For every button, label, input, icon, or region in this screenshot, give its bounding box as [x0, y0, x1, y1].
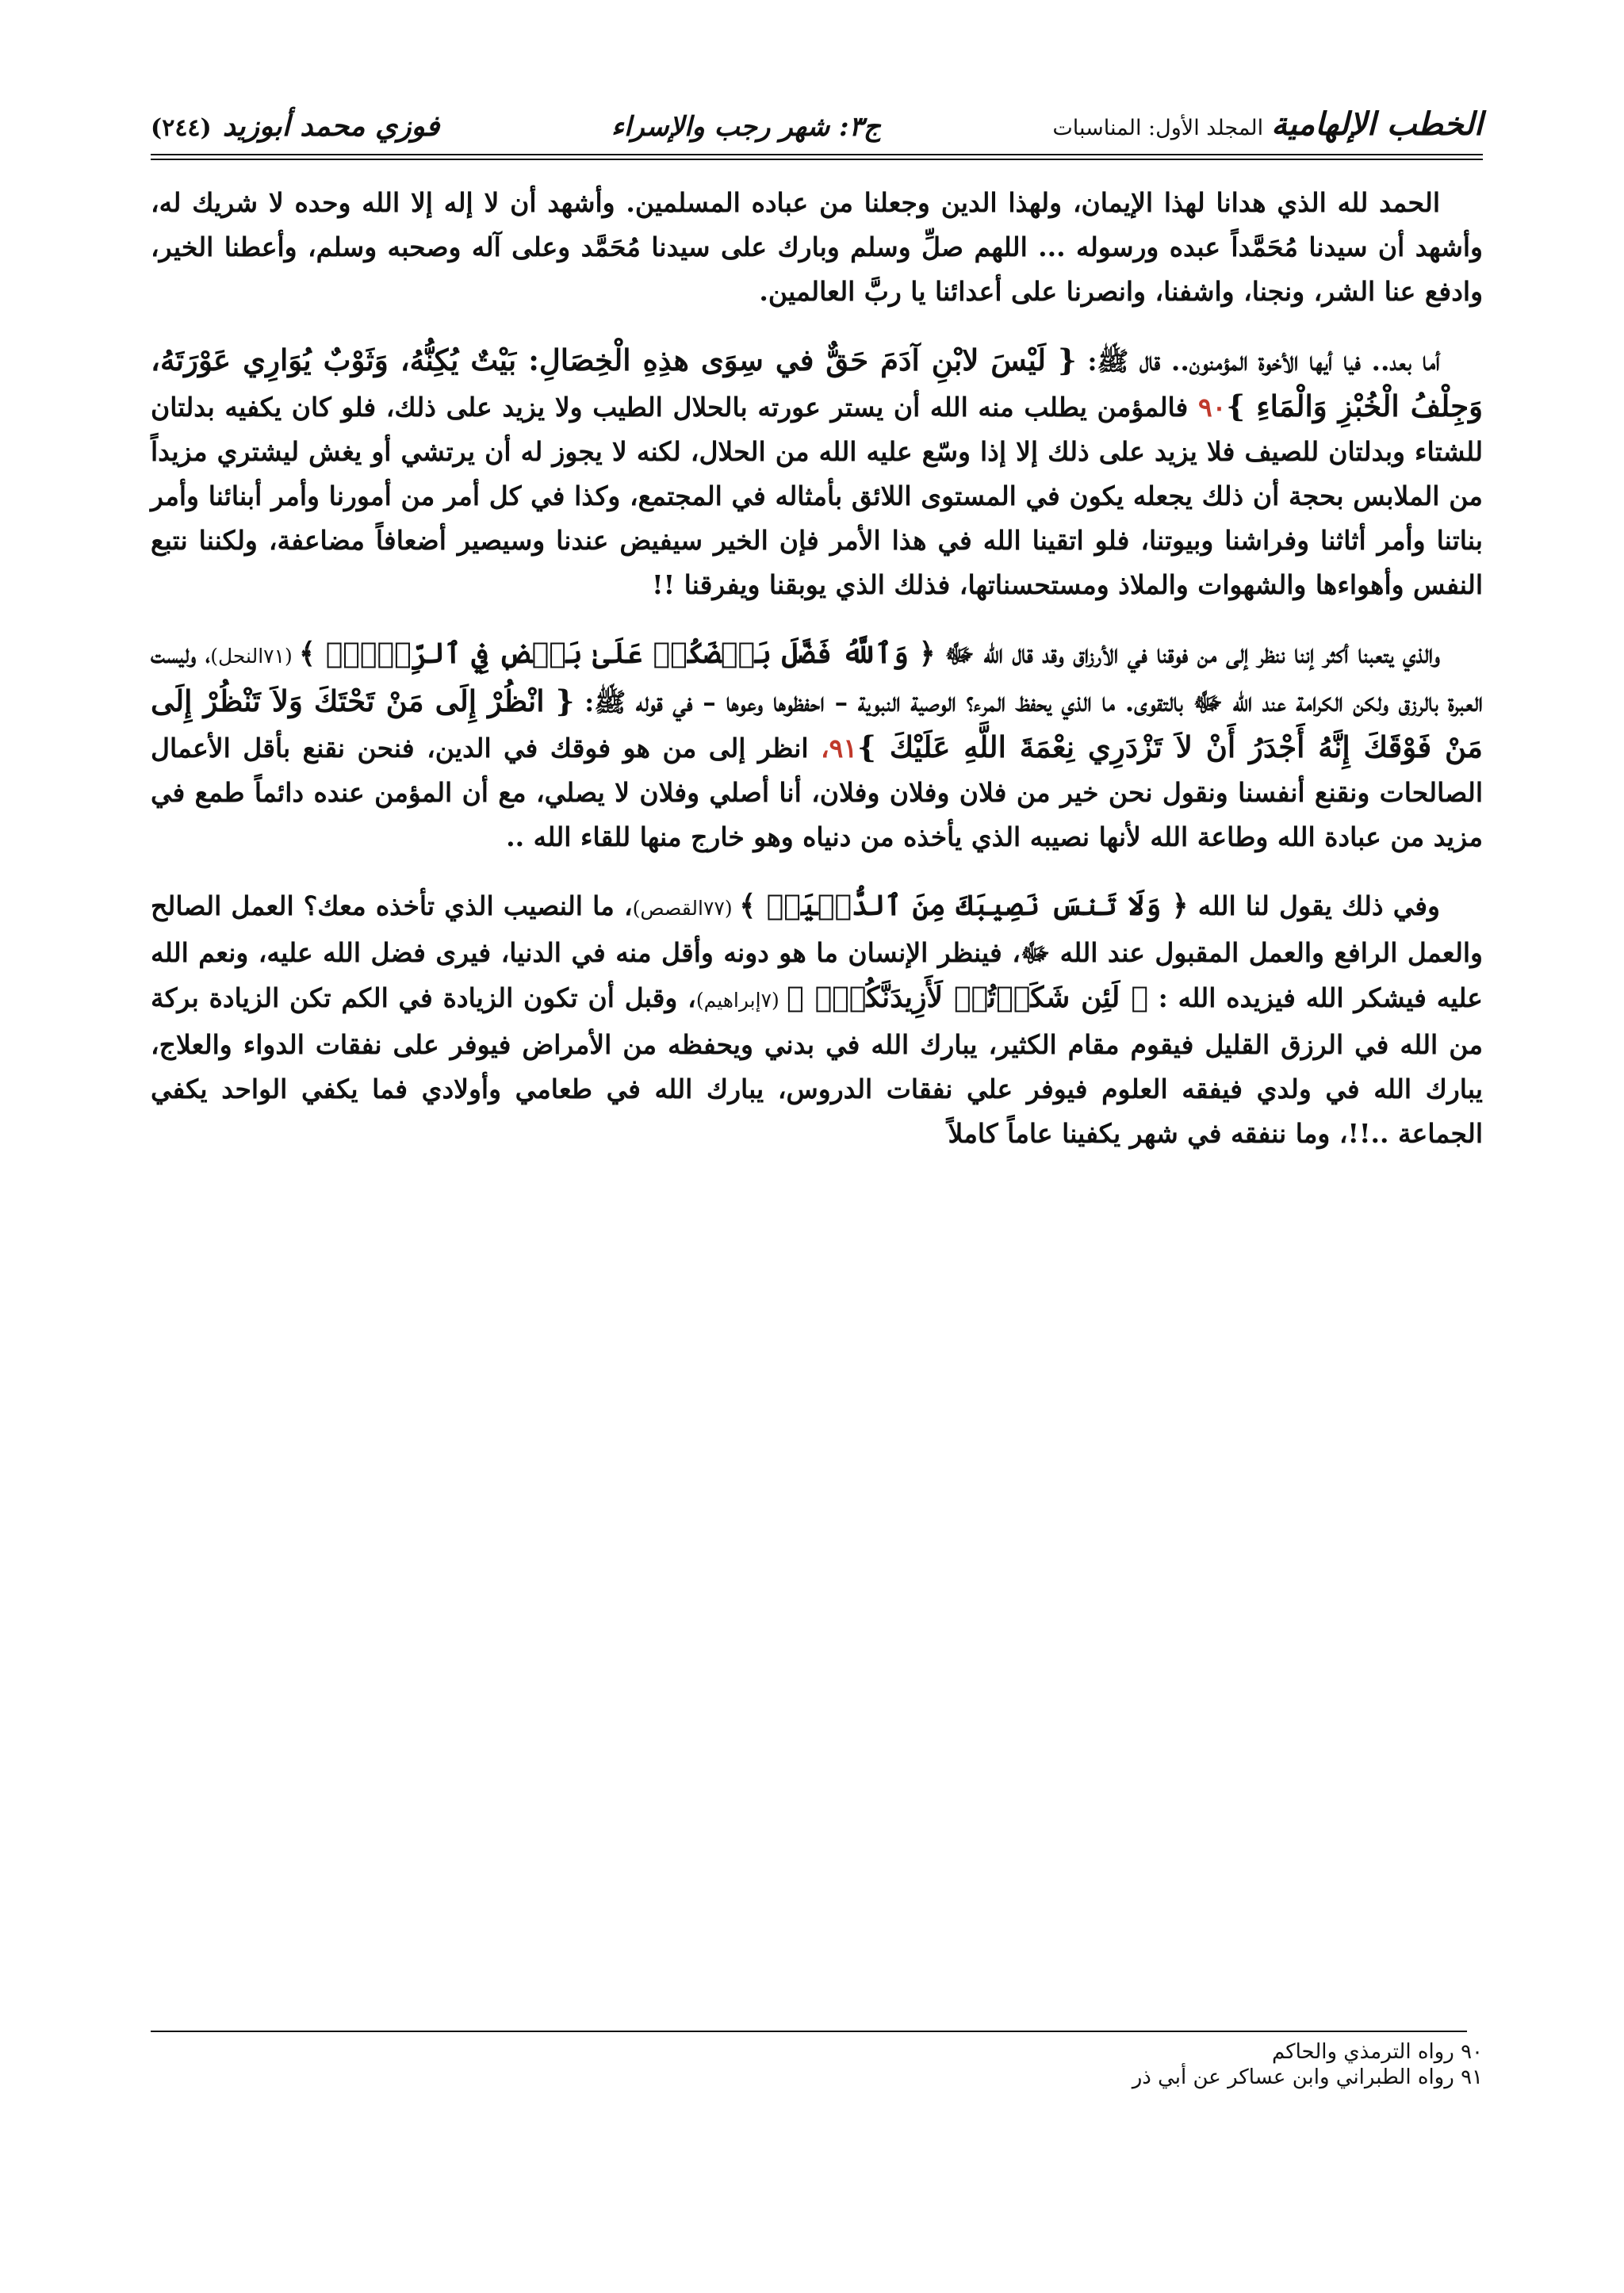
page — [151, 94, 1483, 1180]
part-label: ج٣: شهر رجب والإسراء — [611, 111, 881, 143]
paragraph-text: والذي يتعبنا أكثر إننا ننظر إلى من فوقنا في الأرزاق وقد قال الله ﷻ — [935, 638, 1441, 669]
verse-reference: (٧١النحل) — [210, 645, 299, 668]
header-rule-bottom — [151, 159, 1483, 160]
hadith-quote: { انْظُرْ إِلَى مَنْ تَحْتَكَ وَلاَ تَنْظُرْ إِلَى مَنْ فَوْقَكَ إِنَّهُ أَجْدَرُ أَنْ لاَ تَزْدَرِي نِعْمَةَ اللَّهِ عَلَيْكَ } — [151, 683, 1483, 764]
page-number: (٢٤٤) — [151, 114, 212, 142]
footnote-rule — [151, 2031, 1467, 2032]
quran-verse: ﴿ وَٱللَّهُ فَضَّلَ بَعۡضَكُمۡ عَلَىٰ بَعۡضٖ فِي ٱلرِّزۡقِۚ ﴾ — [298, 637, 936, 670]
paragraph-text: ، وليست العبرة بالرزق ولكن الكرامة عند الله ﷻ بالتقوى. ما الذي يحفظ المرء؟ الوصية النبوية – احفظوها وعوها – في قوله ﷺ: — [151, 638, 1483, 718]
footnote: ٩١ رواه الطبراني وابن عساكر عن أبي ذر — [1132, 2065, 1483, 2089]
paragraph — [151, 338, 1483, 607]
running-header — [151, 94, 1483, 151]
volume-label: المجلد الأول: المناسبات — [1052, 116, 1264, 140]
footnote: ٩٠ رواه الترمذي والحاكم — [1271, 2040, 1483, 2064]
quran-verse: ﴿ وَلَا تَنسَ نَصِيبَكَ مِنَ ٱلدُّنۡيَاۖ ﴾ — [739, 889, 1189, 922]
paragraph — [151, 631, 1483, 859]
paragraph-text: ، ما النصيب الذي تأخذه معك؟ العمل الصالح والعمل الرافع والعمل المقبول عند الله ﷻ، فينظر الإنسان ما هو دونه وأقل منه في الدنيا، فيرى فضل الله عليه، ونعم الله عليه فيشكر الله فيزيده الله : — [151, 890, 1483, 1013]
paragraph — [151, 181, 1483, 314]
paragraph-text: فالمؤمن يطلب منه الله أن يستر عورته بالحلال الطيب ولا يزيد على ذلك، فلو كان يكفيه بدلتان للشتاء وبدلتان للصيف فلا يزيد على ذلك إلا إذا وسّع عليه الله من الحلال، لكنه لا يجوز له أن يرتشي أو يغش ليشتري مزيداً من الملابس بحجة أن ذلك يجعله يكون في المستوى اللائق بأمثاله في المجتمع، وكذا في كل أمر من أمورنا وأمر أبنائنا وأمر بناتنا وأمر أثاثنا وفراشنا وبيوتنا، فلو اتقينا الله في هذا الأمر فإن الخير سيفيض عندنا وسيصير أضعافاً مضاعفة، ولكننا نتبع النفس وأهواءها والشهوات والملاذ ومستحسناتها، فذلك الذي يوبقنا ويفرقنا !! — [151, 392, 1483, 600]
paragraph-text: ، وقبل أن تكون الزيادة في الكم تكن الزيادة بركة من الله في الرزق القليل فيقوم مقام الكثير، يبارك الله في بدني ويحفظه من الأمراض فيوفر على نفقات الدواء والعلاج، يبارك الله في ولدي فيفقه العلوم فيوفر علي نفقات الدروس، يبارك الله في طعامي وأولادي فما يكفي الواحد يكفي الجماعة ..!!، وما ننفقه في شهر يكفينا عاماً كاملاً — [151, 982, 1483, 1149]
body-text — [151, 181, 1483, 1156]
book-title: الخطب الإلهامية — [1271, 105, 1483, 143]
author-name: فوزي محمد أبوزيد — [222, 109, 440, 143]
header-rule-top — [151, 154, 1483, 155]
paragraph-text: انظر إلى من هو فوقك في الدين، فنحن نقنع بأقل الأعمال الصالحات ونقنع أنفسنا ونقول نحن خير من فلان وفلان وفلان، أنا أصلي وفلان لا يصلي، مع أن المؤمن عنده دائماً طمع في مزيد من عبادة الله وطاعة الله لأنها نصيبه الذي يأخذه من دنياه وهو خارج منها للقاء الله .. — [151, 733, 1483, 852]
paragraph — [151, 883, 1483, 1156]
verse-reference: (٧٧القصص) — [632, 897, 740, 920]
header-author-group — [151, 109, 439, 143]
paragraph-text: أما بعد.. فيا أيها الأخوة المؤمنون.. قال ﷺ: — [1076, 346, 1440, 377]
footnote-ref: ٩١، — [820, 733, 858, 764]
header-book-group — [1052, 105, 1483, 143]
footnotes — [167, 2039, 1483, 2090]
quran-verse: ﴿ لَئِن شَكَرۡتُمۡ لَأَزِيدَنَّكُمۡۖ ﴾ — [787, 981, 1148, 1014]
footnote-ref: ٩٠ — [1197, 392, 1227, 423]
paragraph-text: الحمد لله الذي هدانا لهذا الإيمان، ولهذا الدين وجعلنا من عباده المسلمين. وأشهد أن لا إله إلا الله وحده لا شريك له، وأشهد أن سيدنا مُحَمَّداً عبده ورسوله ... اللهم صلِّ وسلم وبارك على سيدنا مُحَمَّد وعلى آله وصحبه وسلم، وأعطنا الخير، وادفع عنا الشر، ونجنا، واشفنا، وانصرنا على أعدائنا يا ربَّ العالمين. — [151, 187, 1483, 307]
hadith-quote: { لَيْسَ لابْنِ آدَمَ حَقٌّ في سِوَى هذِهِ الْخِصَالِ: بَيْتٌ يُكِنُّهُ، وَثَوْبٌ يُوَارِي عَوْرَتَهُ، وَجِلْفُ الْخُبْزِ وَالْمَاءِ } — [151, 343, 1483, 423]
paragraph-text: وفي ذلك يقول لنا الله — [1188, 890, 1440, 921]
verse-reference: (٧إبراهيم) — [695, 989, 787, 1012]
header-part-group — [611, 111, 881, 143]
